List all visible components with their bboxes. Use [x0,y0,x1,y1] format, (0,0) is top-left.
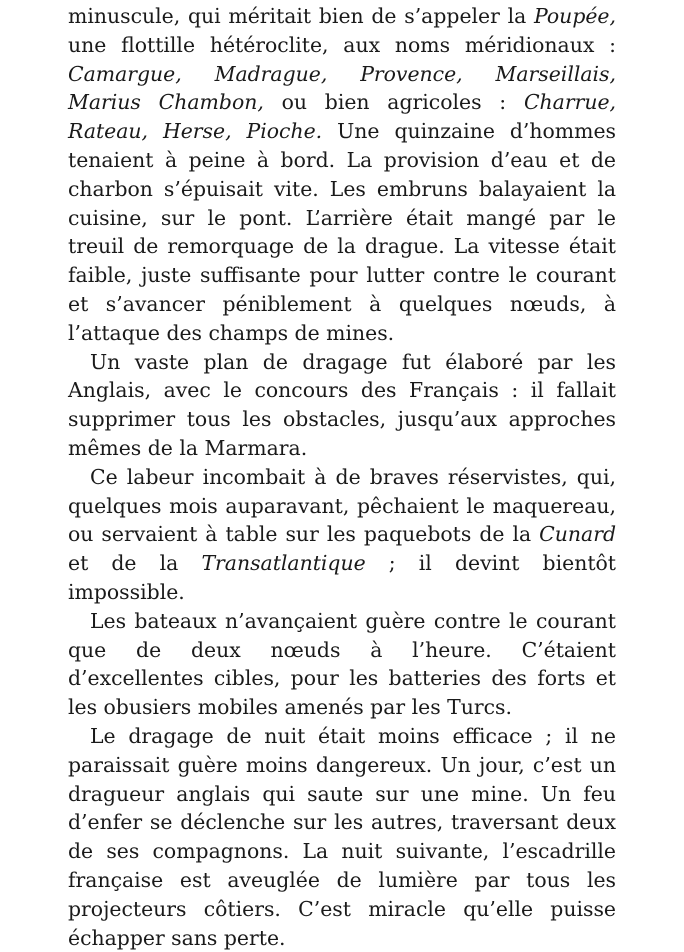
text-segment: ; il devint bientôt impossible. [68,551,616,604]
text-segment-italic: Charrue, Rateau, Herse, Pioche. [68,90,617,144]
paragraph [68,607,616,722]
text-segment: Ce labeur incombait à de braves réservistes, qui, quelques mois auparavant, pêchaient le maquereau, ou servaient à table sur les paquebots de la [68,464,616,547]
text-body [68,2,616,952]
text-segment-italic: Cunard [539,522,616,547]
text-segment-italic: Camargue, Madrague, Provence, Marseillais, Marius Chambon, [68,61,616,115]
text-segment: Le dragage de nuit était moins efficace ; il ne paraissait guère moins dangereux. Un jour, c’est un dragueur anglais qui saute sur une mine. Un feu d’enfer se déclenche sur les autres, traversant deux de ses compagnons. La nuit suivante, l’escadrille française est aveuglée de lumière par tous les projecteurs côtiers. C’est miracle qu’elle puisse échapper sans perte. [68,723,616,950]
paragraph [68,2,616,348]
text-segment: et de la [68,551,202,576]
text-segment: minuscule, qui méritait bien de s’appeler la [68,4,535,28]
text-segment-italic: Poupée, [534,4,616,28]
paragraph [68,722,616,952]
paragraph [68,463,616,607]
text-segment: Un vaste plan de dragage fut élaboré par les Anglais, avec le concours des Français : il fallait supprimer tous les obstacles, jusqu’aux approches mêmes de la Marmara. [68,349,616,460]
text-segment: ou bien agricoles : [263,90,524,115]
text-segment: une flottille hétéroclite, aux noms méridionaux : [68,32,616,57]
text-segment-italic: Transatlantique [201,551,366,576]
paragraph [68,348,616,463]
text-segment: Les bateaux n’avançaient guère contre le courant que de deux nœuds à l’heure. C’étaient d’excellentes cibles, pour les batteries des forts et les obusiers mobiles amenés par les Turcs. [68,608,616,720]
text-segment: Une quinzaine d’hommes tenaient à peine à bord. La provision d’eau et de charbon s’épuisait vite. Les embruns balayaient la cuisine, sur le pont. L’arrière était mangé par le treuil de remorquage de la drague. La vitesse était faible, juste suffisante pour lutter contre le courant et s’avancer péniblement à quelques nœuds, à l’attaque des champs de mines. [68,119,617,345]
